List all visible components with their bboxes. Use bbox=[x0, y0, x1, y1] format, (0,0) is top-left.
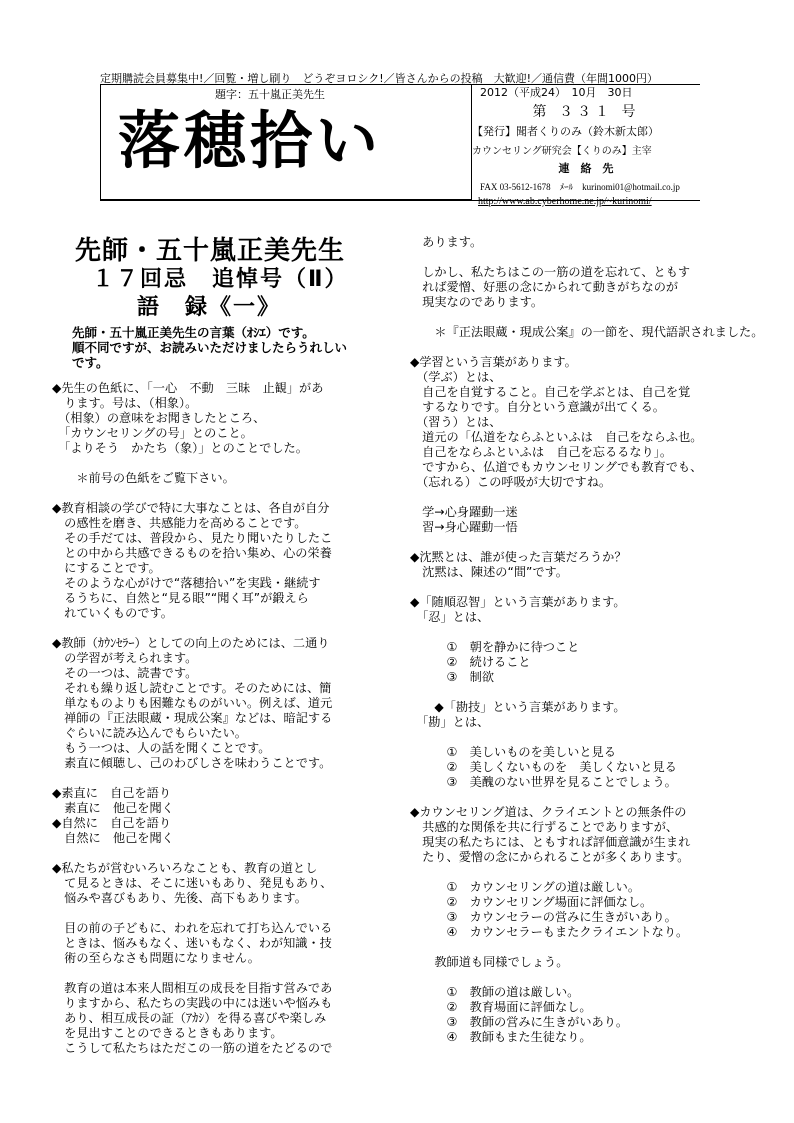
text-line: 目の前の子どもに、われを忘れて打ち込んでいる bbox=[52, 921, 333, 935]
text-line: ③ 教師の営みに生きがいあり。 bbox=[410, 1015, 629, 1029]
text-line: ◆学習という言葉があります。 bbox=[410, 355, 577, 369]
issue-info bbox=[472, 84, 700, 207]
text-line: ④ カウンセラーもまたクライエントなり。 bbox=[410, 925, 689, 939]
paragraph-spacer bbox=[52, 621, 397, 636]
text-line: の学習が考えられます。 bbox=[52, 651, 198, 665]
text-line: 「よりそう かたち（象）」とのことでした。 bbox=[52, 441, 308, 455]
text-line: ① 朝を静かに待つこと bbox=[410, 640, 580, 654]
text-line: 「忍」とは、 bbox=[410, 610, 490, 624]
text-line: て見るときは、そこに迷いもあり、発見もあり、 bbox=[52, 876, 333, 890]
text-line: ◆先生の色紙に、「一心 不動 三昧 止観」があ bbox=[52, 381, 324, 395]
text-line: 術の至らなさも問題になりません。 bbox=[52, 951, 260, 965]
article-subtitle: １７回忌 追悼号（Ⅱ） bbox=[92, 267, 349, 292]
text-line: 「勘」とは、 bbox=[410, 715, 490, 729]
paragraph-spacer bbox=[410, 580, 770, 595]
text-line: 道元の「仏道をならふといふは 自己をならふ也。 bbox=[410, 430, 703, 444]
text-line: ります。号は、（相象）。 bbox=[52, 396, 198, 410]
text-line: 習→身心躍動一悟 bbox=[410, 520, 518, 534]
paragraph-spacer bbox=[52, 846, 397, 861]
text-line: ② カウンセリング場面に評価なし。 bbox=[410, 895, 653, 909]
text-line: 自然に 他己を聞く bbox=[52, 831, 174, 845]
issue-date: 2012（平成24） 10月 30日 bbox=[480, 86, 633, 99]
paragraph-spacer bbox=[410, 535, 770, 550]
text-line: ④ 教師もまた生徒なり。 bbox=[410, 1030, 592, 1044]
text-line: りますから、私たちの実践の中には迷いや悩みも bbox=[52, 996, 333, 1010]
text-line: しかし、私たちはこの一筋の道を忘れて、ともす bbox=[410, 265, 691, 279]
text-line: 教師道も同様でしょう。 bbox=[410, 955, 569, 969]
text-line: ぐらいに読み込んでもらいたい。 bbox=[52, 726, 247, 740]
text-line: （相象）の意味をお聞きしたところ、 bbox=[52, 411, 266, 425]
title-credit: 題字：五十嵐正美先生 bbox=[215, 88, 325, 101]
text-line: ◆沈黙とは、誰が使った言葉だろうか？ bbox=[410, 550, 627, 564]
text-line: ◆「勘技」という言葉があります。 bbox=[410, 700, 626, 714]
paragraph-spacer bbox=[410, 340, 770, 355]
organization: カウンセリング研究会【くりのみ】主宰 bbox=[472, 146, 652, 157]
paragraph-spacer bbox=[410, 940, 770, 955]
text-line: 自己を自覚すること。自己を学ぶとは、自己を覚 bbox=[410, 385, 691, 399]
text-line: 沈黙は、陳述の“間”です。 bbox=[410, 565, 568, 579]
text-line: ③ カウンセラーの営みに生きがいあり。 bbox=[410, 910, 677, 924]
text-line: 現実の私たちには、ともすれば評価意識が生まれ bbox=[410, 835, 691, 849]
text-line: そのような心がけで“落穂拾い”を実践・継続す bbox=[52, 576, 321, 590]
paragraph-spacer bbox=[410, 685, 770, 700]
right-column bbox=[410, 235, 770, 1045]
text-line: こうして私たちはただこの一筋の道をたどるので bbox=[52, 1041, 333, 1055]
text-line: ◆「随順忍智」という言葉があります。 bbox=[410, 595, 626, 609]
contact-info: FAX 03-5612-1678 ﾒｰﾙ kurinomi01@hotmail.co.jp bbox=[480, 182, 680, 192]
text-line: （学ぶ）とは、 bbox=[410, 370, 502, 384]
text-line: その一つは、読書です。 bbox=[52, 666, 198, 680]
paragraph-spacer bbox=[410, 865, 770, 880]
issue-number: 第 ３３１ 号 bbox=[532, 104, 640, 120]
text-line: たり、愛憎の念にかられることが多くあります。 bbox=[410, 850, 690, 864]
text-line: ◆自然に 自己を語り bbox=[52, 816, 172, 830]
text-line: ときは、悩みもなく、迷いもなく、わが知識・技 bbox=[52, 936, 332, 950]
paragraph-spacer bbox=[410, 625, 770, 640]
text-line: ① 美しいものを美しいと見る bbox=[410, 745, 616, 759]
text-line: （忘れる）この呼吸が大切ですね。 bbox=[410, 475, 612, 489]
text-line: ② 続けること bbox=[410, 655, 531, 669]
text-line: 「カウンセリングの号」とのこと。 bbox=[52, 426, 253, 440]
text-line: れていくものです。 bbox=[52, 606, 173, 620]
text-line: ＊『正法眼蔵・現成公案』の一節を、現代語訳されました。 bbox=[410, 325, 764, 339]
text-line: ① カウンセリングの道は厳しい。 bbox=[410, 880, 641, 894]
text-line: 素直に傾聴し、己のわびしさを味わうことです。 bbox=[52, 756, 332, 770]
paragraph-spacer bbox=[410, 790, 770, 805]
text-line: 自己をならふといふは 自己を忘るるなり」。 bbox=[410, 445, 673, 459]
paragraph-spacer bbox=[410, 490, 770, 505]
text-line: ◆素直に 自己を語り bbox=[52, 786, 172, 800]
paragraph-spacer bbox=[52, 456, 397, 471]
publisher: 【発行】聞者くりのみ（鈴木新太郎） bbox=[472, 125, 659, 138]
left-column bbox=[52, 381, 397, 1056]
text-line: あり、相互成長の証（ｱｶｼ）を得る喜びや楽しみ bbox=[52, 1011, 327, 1025]
text-line: ですから、仏道でもカウンセリングでも教育でも、 bbox=[410, 460, 703, 474]
newsletter-logo: 落穂拾い bbox=[118, 104, 383, 177]
text-line: ① 教師の道は厳しい。 bbox=[410, 985, 580, 999]
paragraph-spacer bbox=[410, 730, 770, 745]
text-line: ＊前号の色紙をご覧下さい。 bbox=[52, 471, 235, 485]
text-line: （習う）とは、 bbox=[410, 415, 502, 429]
text-line: るうちに、自然と“見る眼”“聞く耳”が鍛えら bbox=[52, 591, 309, 605]
text-line: 悩みや喜びもあり、先後、高下もあります。 bbox=[52, 891, 307, 905]
text-line: その手だては、普段から、見たり聞いたりしたこ bbox=[52, 531, 333, 545]
text-line: ③ 美醜のない世界を見ることでしょう。 bbox=[410, 775, 677, 789]
text-line: にすることです。 bbox=[52, 561, 161, 575]
paragraph-spacer bbox=[52, 486, 397, 501]
paragraph-spacer bbox=[52, 906, 397, 921]
intro-line: です。 bbox=[72, 355, 109, 370]
text-line: あります。 bbox=[410, 235, 483, 249]
text-line: ◆教育相談の学びで特に大事なことは、各自が自分 bbox=[52, 501, 330, 515]
paragraph-spacer bbox=[52, 771, 397, 786]
text-line: ② 美しくないものを 美しくないと見る bbox=[410, 760, 677, 774]
text-line: ◆教師（ｶｳﾝｾﾗｰ）としての向上のためには、二通り bbox=[52, 636, 330, 650]
header-bottom-rule bbox=[100, 200, 700, 201]
text-line: 共感的な関係を共に行ずることでありますが、 bbox=[410, 820, 679, 834]
intro-text bbox=[72, 325, 392, 370]
text-line: もう一つは、人の話を聞くことです。 bbox=[52, 741, 271, 755]
text-line: 素直に 他己を聞く bbox=[52, 801, 174, 815]
subscription-banner: 定期購読会員募集中!／回覧・増し刷り どうぞヨロシク!／皆さんからの投稿 大歓迎!／通信費（年間1000円） bbox=[100, 72, 658, 85]
paragraph-spacer bbox=[52, 966, 397, 981]
website-link[interactable]: http://www.ab.cyberhome.ne.jp/~kurinomi/ bbox=[478, 196, 652, 207]
text-line: との中から共感できるものを拾い集め、心の栄養 bbox=[52, 546, 332, 560]
text-line: ◆私たちが営むいろいろなことも、教育の道とし bbox=[52, 861, 318, 875]
paragraph-spacer bbox=[410, 970, 770, 985]
paragraph-spacer bbox=[410, 310, 770, 325]
text-line: の感性を磨き、共感能力を高めることです。 bbox=[52, 516, 307, 530]
article-title: 先師・五十嵐正美先生 bbox=[75, 236, 346, 266]
text-line: ③ 制欲 bbox=[410, 670, 495, 684]
text-line: 教育の道は本来人間相互の成長を目指す営みであ bbox=[52, 981, 333, 995]
text-line: 現実なのであります。 bbox=[410, 295, 544, 309]
text-line: を見出すことのできるときもあります。 bbox=[52, 1026, 283, 1040]
intro-line: 先師・五十嵐正美先生の言葉（ｵｼｴ）です。 bbox=[72, 325, 315, 340]
text-line: 学→心身躍動一迷 bbox=[410, 505, 518, 519]
intro-line: 順不同ですが、お読みいただけましたらうれしい bbox=[72, 340, 348, 355]
text-line: ② 教育場面に評価なし。 bbox=[410, 1000, 592, 1014]
text-line: 単なものよりも困難なものがいい。例えば、道元 bbox=[52, 696, 333, 710]
paragraph-spacer bbox=[410, 250, 770, 265]
contact-heading: 連 絡 先 bbox=[558, 162, 614, 175]
text-line: それも繰り返し読むことです。そのためには、簡 bbox=[52, 681, 332, 695]
article-section-title: 語 録《一》 bbox=[137, 295, 282, 320]
text-line: ◆カウンセリング道は、クライエントとの無条件の bbox=[410, 805, 687, 819]
text-line: れば愛憎、好悪の念にかられて動きがちなのが bbox=[410, 280, 679, 294]
text-line: するなりです。自分という意識が出てくる。 bbox=[410, 400, 665, 414]
text-line: 禅師の『正法眼蔵・現成公案』などは、暗記する bbox=[52, 711, 333, 725]
